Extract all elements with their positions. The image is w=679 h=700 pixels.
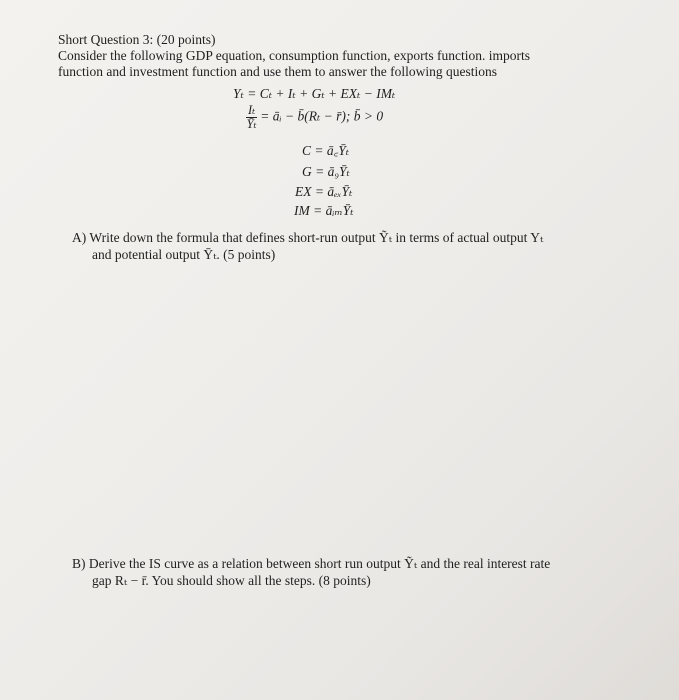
question-a-line-2: and potential output Ȳₜ. (5 points)	[92, 247, 276, 262]
exports-equation: EX = āₑₓȲₜ	[295, 184, 353, 199]
gdp-equation: Yₜ = Cₜ + Iₜ + Gₜ + EXₜ − IMₜ	[233, 86, 396, 101]
question-b-line-2: gap Rₜ − r̄. You should show all the steps. (8 points)	[92, 573, 371, 588]
investment-denominator: Ȳₜ	[246, 117, 257, 131]
investment-equation	[246, 104, 383, 131]
question-title: Short Question 3: (20 points)	[58, 32, 216, 47]
question-b	[72, 555, 550, 589]
question-b-line-1: B) Derive the IS curve as a relation between short run output Ỹₜ and the real interest rate	[72, 556, 551, 571]
investment-numerator: Iₜ	[248, 103, 256, 117]
question-header	[58, 32, 618, 80]
question-intro-line-1: Consider the following GDP equation, consumption function, exports function. imports	[58, 48, 530, 63]
consumption-equation: C = ā꜀Ȳₜ	[302, 143, 350, 158]
question-a	[72, 229, 543, 263]
question-a-line-1: A) Write down the formula that defines short-run output Ỹₜ in terms of actual output Yₜ	[72, 230, 544, 245]
investment-rhs: = āᵢ − b̄(Rₜ − r̄); b̄ > 0	[260, 108, 384, 124]
investment-fraction	[246, 104, 257, 131]
imports-equation: IM = āᵢₘȲₜ	[294, 203, 354, 218]
government-equation: G = ā₉Ȳₜ	[302, 164, 350, 179]
question-intro-line-2: function and investment function and use them to answer the following questions	[58, 64, 498, 79]
